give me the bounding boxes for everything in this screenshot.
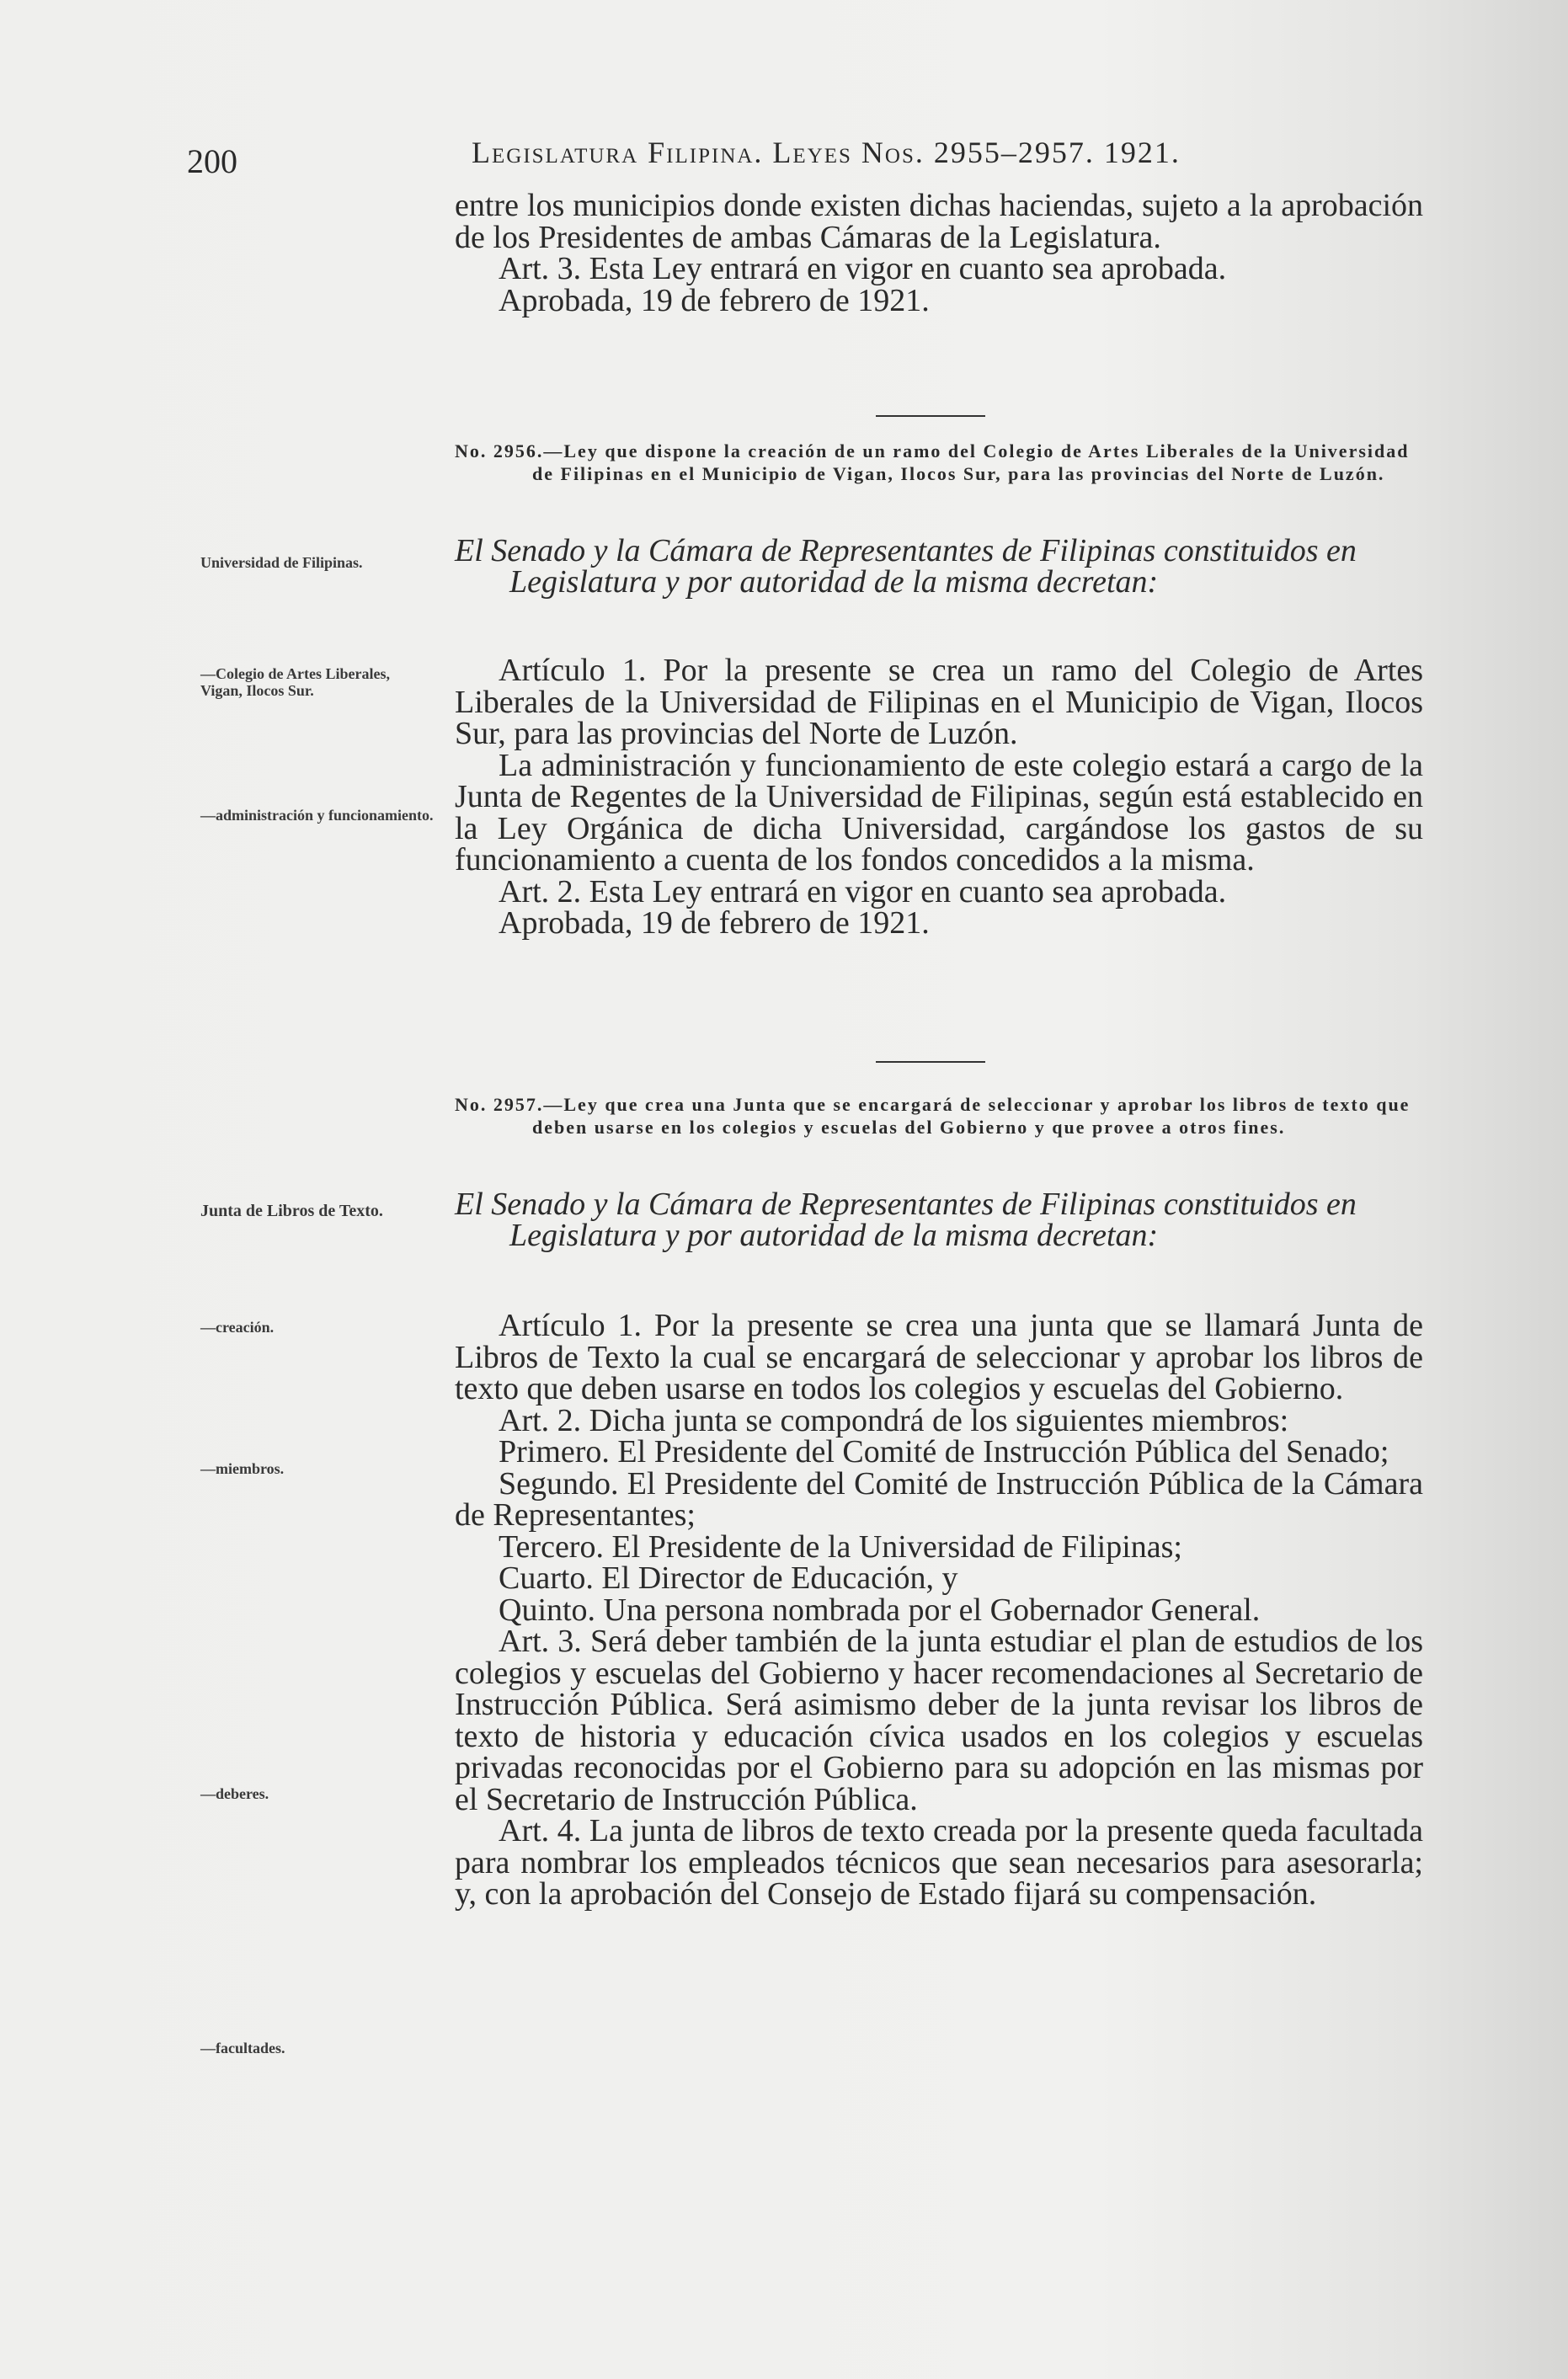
running-head: Legislatura Filipina. Leyes Nos. 2955–2957. 1921. <box>472 136 1181 169</box>
law-2957-title-text: No. 2957.—Ley que crea una Junta que se encargará de seleccionar y aprobar los libros de texto que deben usarse en los colegios y escuelas del Gobierno y que provee a otros fines. <box>455 1094 1411 1138</box>
section-divider <box>876 1061 985 1063</box>
member-item: Tercero. El Presidente de la Universidad de Filipinas; <box>499 1528 1182 1565</box>
member-item: Quinto. Una persona nombrada por el Gobernador General. <box>499 1592 1261 1628</box>
law-2956-article-1-paragraph-2: La administración y funcionamiento de este colegio estará a cargo de la Junta de Regentes de la Universidad de Filipinas, según está establecido en la Ley Orgánica de dicha Universidad, cargándose los gastos de su funcionamiento a cuenta de los fondos concedidos a la misma. <box>455 747 1423 877</box>
law-2957-article-4: Art. 4. La junta de libros de texto creada por la presente queda facultada para nombrar los empleados técnicos que sean necesarios para asesorarla; y, con la aprobación del Consejo de Estado fijará su compensación. <box>455 1813 1423 1912</box>
law-2956-article-1: Artículo 1. Por la presente se crea un ramo del Colegio de Artes Liberales de la Universidad de Filipinas en el Municipio de Vigan, Ilocos Sur, para las provincias del Norte de Luzón. <box>455 653 1423 751</box>
law-2956-approval-date: Aprobada, 19 de febrero de 1921. <box>499 905 930 941</box>
prev-law-tail <box>455 190 1423 317</box>
continuation-paragraph: entre los municipios donde existen dichas haciendas, sujeto a la aprobación de los Presidentes de ambas Cámaras de la Legislatura. <box>455 188 1423 255</box>
section-divider <box>876 415 985 417</box>
article-3: Art. 3. Esta Ley entrará en vigor en cuanto sea aprobada. <box>499 251 1227 286</box>
member-item: Primero. El Presidente del Comité de Instrucción Pública del Senado; <box>499 1434 1389 1470</box>
margin-note-deberes: —deberes. <box>200 1785 269 1802</box>
law-2956-enacting-clause: El Senado y la Cámara de Representantes de Filipinas constituidos en Legislatura y por autoridad de la misma decretan: <box>455 533 1357 600</box>
margin-note-miembros: —miembros. <box>200 1460 285 1477</box>
margin-note-administracion: —administración y funcionamiento. <box>200 807 434 824</box>
law-2957-title <box>455 1093 1423 1139</box>
member-item: Segundo. El Presidente del Comité de Instrucción Pública de la Cámara de Representantes; <box>455 1465 1423 1533</box>
law-2956-article-2: Art. 2. Esta Ley entrará en vigor en cuanto sea aprobada. <box>499 873 1227 909</box>
member-item: Cuarto. El Director de Educación, y <box>499 1560 958 1596</box>
approval-date: Aprobada, 19 de febrero de 1921. <box>499 282 930 318</box>
law-2957-article-3: Art. 3. Será deber también de la junta estudiar el plan de estudios de los colegios y escuelas del Gobierno y hacer recomendaciones al Secretario de Instrucción Pública. Será asimismo deber de la junta revisar los libros de texto de historia y educación cívica usados en los colegios y escuelas privadas reconocidas por el Gobierno para su adopción en las mismas por el Secretario de Instrucción Pública. <box>455 1624 1423 1817</box>
law-2956-title-text: No. 2956.—Ley que dispone la creación de un ramo del Colegio de Artes Liberales de la Universidad de Filipinas en el Municipio de Vigan, Ilocos Sur, para las provincias del Norte de Luzón. <box>455 440 1410 484</box>
law-2957-article-2: Art. 2. Dicha junta se compondrá de los siguientes miembros: <box>499 1402 1289 1438</box>
law-2957-body <box>455 1310 1423 1911</box>
margin-note-facultades: —facultades. <box>200 2040 285 2056</box>
margin-note-colegio: —Colegio de Artes Liberales, Vigan, Ilocos Sur. <box>200 665 390 699</box>
margin-note-creacion: —creación. <box>200 1319 275 1336</box>
page-number: 200 <box>187 142 237 180</box>
law-2956-body <box>455 655 1423 940</box>
law-2956-title <box>455 440 1423 485</box>
margin-note-junta: Junta de Libros de Texto. <box>200 1202 383 1220</box>
law-2957-article-1: Artículo 1. Por la presente se crea una junta que se llamará Junta de Libros de Texto la cual se encargará de seleccionar y aprobar los libros de texto que deben usarse en todos los colegios y escuelas del Gobierno. <box>455 1308 1423 1406</box>
law-2957-enacting-clause: El Senado y la Cámara de Representantes de Filipinas constituidos en Legislatura y por autoridad de la misma decretan: <box>455 1187 1357 1253</box>
margin-note-universidad: Universidad de Filipinas. <box>200 554 363 571</box>
